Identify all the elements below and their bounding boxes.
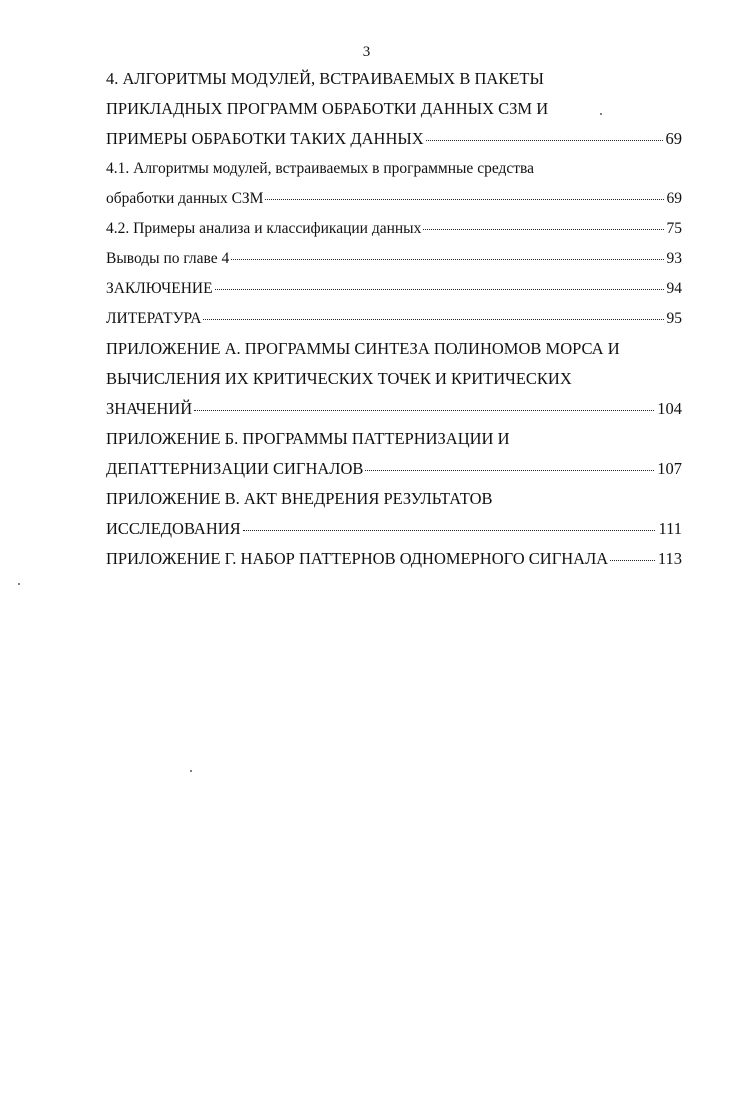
toc-entry-appendix-v [106, 484, 682, 544]
toc-entry-title-line: ПРИЛОЖЕНИЕ В. АКТ ВНЕДРЕНИЯ РЕЗУЛЬТАТОВ [106, 489, 493, 508]
toc-entry-title: ЗАКЛЮЧЕНИЕ [106, 280, 213, 297]
table-of-contents [106, 64, 682, 574]
toc-entry-section-4-2 [106, 214, 682, 244]
toc-entry-title-line: ПРИЛОЖЕНИЕ А. ПРОГРАММЫ СИНТЕЗА ПОЛИНОМОВ МОРСА И [106, 339, 620, 358]
dot-leader [265, 199, 663, 200]
toc-page-number: 113 [657, 549, 682, 568]
dot-leader [215, 289, 664, 290]
toc-entry-title: ПРИЛОЖЕНИЕ Г. НАБОР ПАТТЕРНОВ ОДНОМЕРНОГО СИГНАЛА [106, 549, 609, 568]
toc-entry-last-line [106, 304, 682, 334]
dot-leader [194, 410, 654, 411]
toc-entry-appendix-b [106, 424, 682, 484]
toc-entry-last-line [106, 244, 682, 274]
toc-entry-last-line [106, 394, 682, 424]
dot-leader [423, 229, 663, 230]
toc-page-number: 111 [658, 519, 682, 538]
toc-entry-last-line [106, 454, 682, 484]
toc-entry-title-line: 4. АЛГОРИТМЫ МОДУЛЕЙ, ВСТРАИВАЕМЫХ В ПАКЕТЫ [106, 69, 544, 88]
scan-speck [600, 113, 602, 115]
toc-entry-conclusions-chapter-4 [106, 244, 682, 274]
toc-page-number: 104 [657, 399, 682, 418]
dot-leader [203, 319, 663, 320]
toc-entry-appendix-g [106, 544, 682, 574]
scan-speck [18, 583, 20, 585]
toc-entry-title: обработки данных СЗМ [106, 190, 264, 207]
toc-entry-title: ИССЛЕДОВАНИЯ [106, 519, 241, 538]
dot-leader [243, 530, 656, 531]
toc-entry-last-line [106, 124, 682, 154]
toc-entry-last-line [106, 514, 682, 544]
dot-leader [426, 140, 663, 141]
toc-entry-title-line: 4.1. Алгоритмы модулей, встраиваемых в программные средства [106, 160, 535, 177]
toc-page-number: 69 [666, 190, 682, 207]
toc-entry-title-line: ВЫЧИСЛЕНИЯ ИХ КРИТИЧЕСКИХ ТОЧЕК И КРИТИЧЕСКИХ [106, 369, 572, 388]
toc-entry-chapter-4 [106, 64, 682, 154]
toc-page-number: 94 [666, 280, 682, 297]
toc-entry-title: ЛИТЕРАТУРА [106, 310, 202, 327]
scan-speck [190, 770, 192, 772]
toc-entry-conclusion [106, 274, 682, 304]
toc-entry-appendix-a [106, 334, 682, 424]
dot-leader [365, 470, 654, 471]
toc-entry-title: 4.2. Примеры анализа и классификации данных [106, 220, 422, 237]
toc-page-number: 69 [665, 129, 682, 148]
toc-entry-last-line [106, 544, 682, 574]
toc-entry-title: ПРИМЕРЫ ОБРАБОТКИ ТАКИХ ДАННЫХ [106, 129, 424, 148]
dot-leader [610, 560, 655, 561]
toc-entry-title: ЗНАЧЕНИЙ [106, 399, 193, 418]
toc-entry-title: ДЕПАТТЕРНИЗАЦИИ СИГНАЛОВ [106, 459, 364, 478]
toc-entry-literature [106, 304, 682, 334]
toc-page-number: 93 [666, 250, 682, 267]
toc-entry-last-line [106, 184, 682, 214]
toc-entry-section-4-1 [106, 154, 682, 214]
toc-entry-title-line: ПРИКЛАДНЫХ ПРОГРАММ ОБРАБОТКИ ДАННЫХ СЗМ И [106, 99, 549, 118]
toc-entry-last-line [106, 214, 682, 244]
toc-page-number: 75 [666, 220, 682, 237]
page-number: 3 [362, 44, 371, 60]
toc-entry-last-line [106, 274, 682, 304]
toc-entry-title-line: ПРИЛОЖЕНИЕ Б. ПРОГРАММЫ ПАТТЕРНИЗАЦИИ И [106, 429, 510, 448]
dot-leader [231, 259, 663, 260]
toc-page-number: 95 [666, 310, 682, 327]
toc-entry-title: Выводы по главе 4 [106, 250, 230, 267]
toc-page-number: 107 [657, 459, 682, 478]
